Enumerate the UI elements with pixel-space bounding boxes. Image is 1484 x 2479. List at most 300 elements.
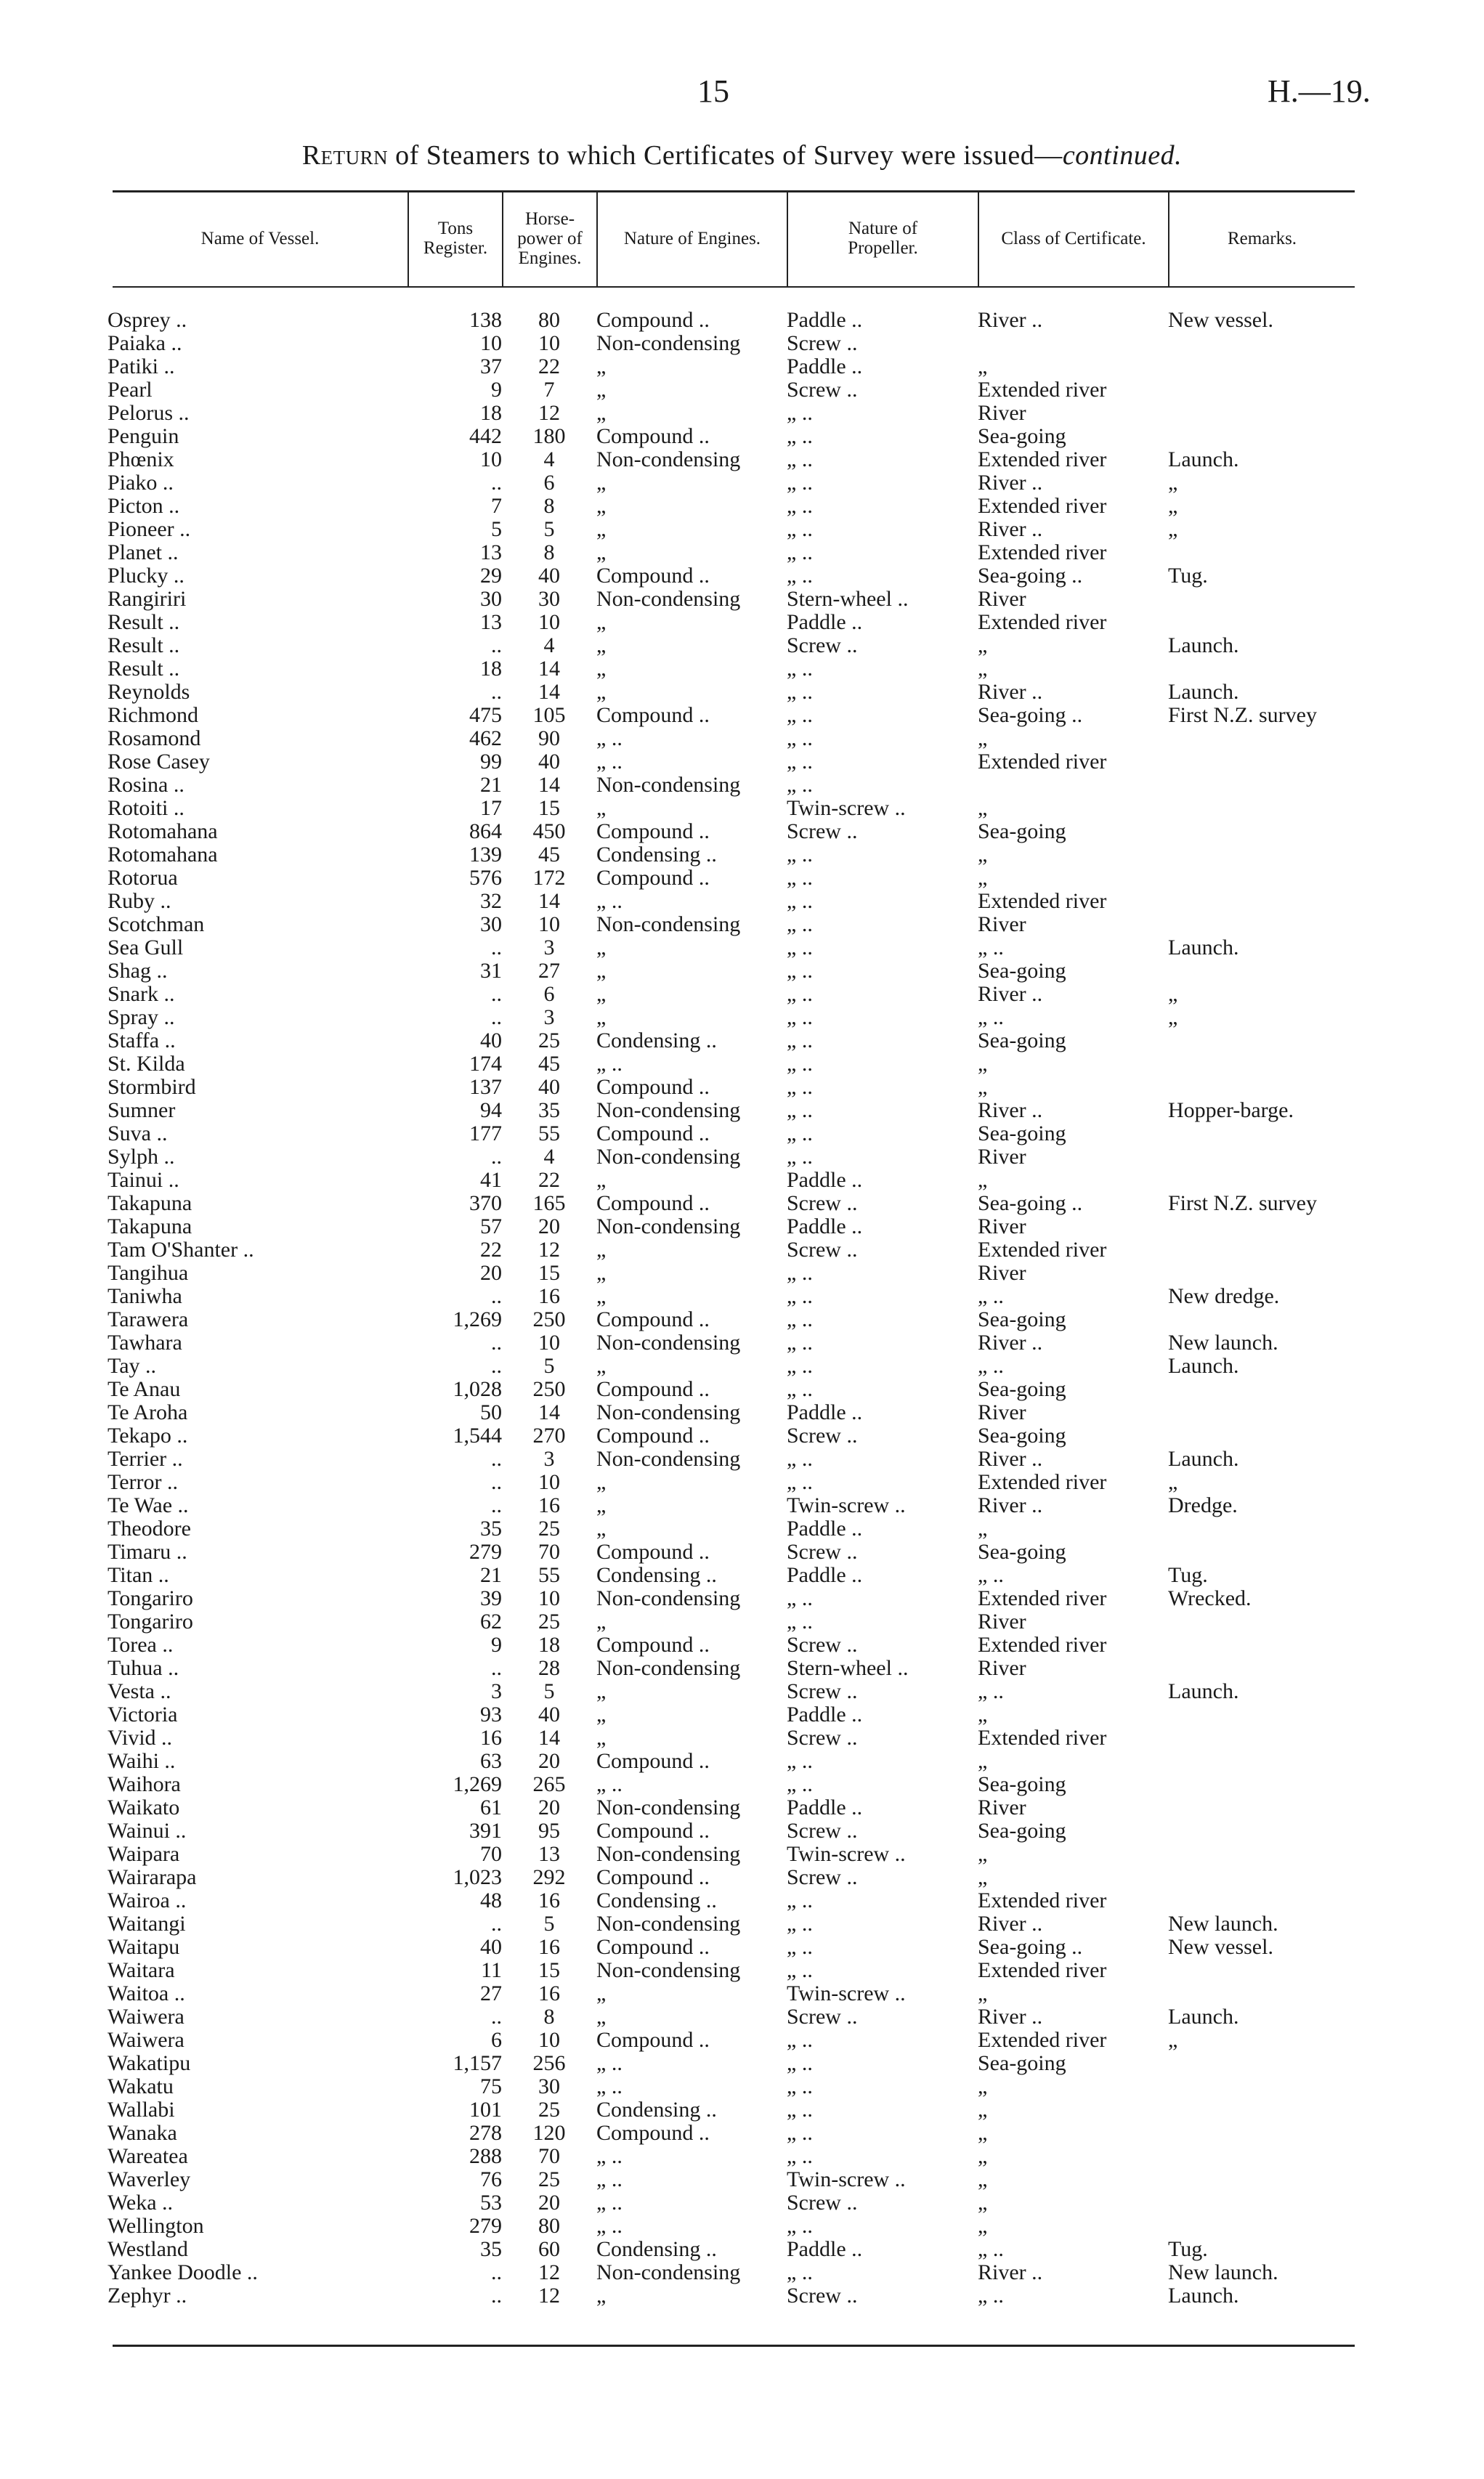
nature-of-engines-cell: Compound .. xyxy=(596,1866,710,1889)
remarks-cell: New vessel. xyxy=(1168,1936,1273,1959)
nature-of-engines-cell: Condensing .. xyxy=(596,843,717,867)
tons-register-cell: 94 xyxy=(480,1099,502,1122)
nature-of-propeller-cell: „ .. xyxy=(787,1378,813,1401)
class-of-certificate-cell: Sea-going xyxy=(978,1029,1066,1052)
nature-of-engines-cell: Non-condensing xyxy=(596,1448,741,1471)
vessel-name-cell: Paiaka .. xyxy=(108,332,182,355)
vessel-name-cell: Timaru .. xyxy=(108,1541,187,1564)
nature-of-propeller-cell: „ .. xyxy=(787,1959,813,1982)
vessel-name-cell: Scotchman xyxy=(108,913,205,936)
class-of-certificate-cell: River .. xyxy=(978,2261,1043,2284)
horse-power-cell: 20 xyxy=(538,2191,560,2215)
class-of-certificate-cell: Sea-going xyxy=(978,425,1066,448)
nature-of-propeller-cell: „ .. xyxy=(787,983,813,1006)
class-of-certificate-cell: „ xyxy=(978,1052,988,1076)
remarks-cell xyxy=(1168,2191,1386,2215)
nature-of-engines-cell: Compound .. xyxy=(596,1192,710,1215)
table-row xyxy=(108,820,1386,843)
nature-of-engines-cell: „ xyxy=(596,1355,607,1378)
vessel-name-cell: Rotomahana xyxy=(108,820,218,843)
horse-power-cell: 90 xyxy=(538,727,560,750)
horse-power-cell: 10 xyxy=(538,611,560,634)
table-row xyxy=(108,1680,1386,1703)
class-of-certificate-cell: Extended river xyxy=(978,2029,1107,2052)
remarks-cell xyxy=(1168,1424,1386,1448)
tons-register-cell: 57 xyxy=(480,1215,502,1238)
nature-of-engines-cell: Non-condensing xyxy=(596,1959,741,1982)
remarks-cell xyxy=(1168,2168,1386,2191)
vessel-name-cell: Weka .. xyxy=(108,2191,174,2215)
nature-of-engines-cell: Non-condensing xyxy=(596,774,741,797)
remarks-cell: Launch. xyxy=(1168,681,1239,704)
table-row xyxy=(108,1657,1386,1680)
vessel-name-cell: Tam O'Shanter .. xyxy=(108,1238,254,1262)
vessel-name-cell: Wakatu xyxy=(108,2075,174,2098)
nature-of-propeller-cell: „ .. xyxy=(787,425,813,448)
table-row xyxy=(108,1215,1386,1238)
table-row xyxy=(108,2052,1386,2075)
tons-register-cell: 11 xyxy=(481,1959,502,1982)
vessel-name-cell: Sumner xyxy=(108,1099,176,1122)
nature-of-engines-cell: „ xyxy=(596,681,607,704)
nature-of-propeller-cell: Twin-screw .. xyxy=(787,797,906,820)
nature-of-engines-cell: Non-condensing xyxy=(596,2261,741,2284)
nature-of-propeller-cell: „ .. xyxy=(787,1773,813,1796)
tons-register-cell: .. xyxy=(491,634,502,657)
tons-register-cell: 31 xyxy=(480,959,502,983)
nature-of-propeller-cell: „ .. xyxy=(787,1052,813,1076)
table-row xyxy=(108,1982,1386,2005)
class-of-certificate-cell: Extended river xyxy=(978,378,1107,402)
horse-power-cell: 80 xyxy=(538,2215,560,2238)
remarks-cell xyxy=(1168,1262,1386,1285)
class-of-certificate-cell: River xyxy=(978,588,1026,611)
nature-of-propeller-cell: „ .. xyxy=(787,2215,813,2238)
vessel-name-cell: Waverley xyxy=(108,2168,191,2191)
remarks-cell: Launch. xyxy=(1168,936,1239,959)
horse-power-cell: 4 xyxy=(543,448,555,471)
table-row xyxy=(108,2005,1386,2029)
table-row xyxy=(108,1912,1386,1936)
nature-of-engines-cell: Non-condensing xyxy=(596,332,741,355)
nature-of-engines-cell: „ .. xyxy=(596,890,623,913)
nature-of-engines-cell: Compound .. xyxy=(596,1076,710,1099)
class-of-certificate-cell: „ xyxy=(978,1750,988,1773)
remarks-cell: „ xyxy=(1168,2029,1178,2052)
class-of-certificate-cell: „ xyxy=(978,727,988,750)
table-row xyxy=(108,355,1386,378)
tons-register-cell: 53 xyxy=(480,2191,502,2215)
horse-power-cell: 292 xyxy=(532,1866,566,1889)
nature-of-engines-cell: Condensing .. xyxy=(596,2238,717,2261)
nature-of-engines-cell: Compound .. xyxy=(596,1750,710,1773)
nature-of-engines-cell: Non-condensing xyxy=(596,1145,741,1169)
class-of-certificate-cell: Extended river xyxy=(978,890,1107,913)
class-of-certificate-cell: River .. xyxy=(978,681,1043,704)
tons-register-cell: 63 xyxy=(480,1750,502,1773)
vessel-name-cell: Rangiriri xyxy=(108,588,187,611)
nature-of-propeller-cell: „ .. xyxy=(787,541,813,564)
class-of-certificate-cell: „ xyxy=(978,2122,988,2145)
table-row xyxy=(108,588,1386,611)
table-row xyxy=(108,1424,1386,1448)
nature-of-propeller-cell: „ .. xyxy=(787,1262,813,1285)
nature-of-propeller-cell: „ .. xyxy=(787,1331,813,1355)
vessel-name-cell: Tawhara xyxy=(108,1331,182,1355)
tons-register-cell: .. xyxy=(491,2261,502,2284)
tons-register-cell: 93 xyxy=(480,1703,502,1727)
vessel-name-cell: Reynolds xyxy=(108,681,190,704)
vessel-name-cell: Suva .. xyxy=(108,1122,168,1145)
table-row xyxy=(108,448,1386,471)
table-row xyxy=(108,564,1386,588)
tons-register-cell: 864 xyxy=(469,820,502,843)
tons-register-cell: 10 xyxy=(480,448,502,471)
nature-of-propeller-cell: „ .. xyxy=(787,495,813,518)
tons-register-cell: 35 xyxy=(480,2238,502,2261)
horse-power-cell: 8 xyxy=(543,495,555,518)
tons-register-cell: 1,028 xyxy=(453,1378,502,1401)
class-of-certificate-cell: Sea-going .. xyxy=(978,1936,1083,1959)
remarks-cell xyxy=(1168,1773,1386,1796)
tons-register-cell: 30 xyxy=(480,588,502,611)
table-row xyxy=(108,1238,1386,1262)
tons-register-cell: 1,269 xyxy=(453,1308,502,1331)
nature-of-propeller-cell: Twin-screw .. xyxy=(787,2168,906,2191)
horse-power-cell: 14 xyxy=(538,890,560,913)
class-of-certificate-cell: Extended river xyxy=(978,1587,1107,1610)
class-of-certificate-cell: River xyxy=(978,1401,1026,1424)
horse-power-cell: 250 xyxy=(532,1308,566,1331)
tons-register-cell: .. xyxy=(491,1006,502,1029)
class-of-certificate-cell: River xyxy=(978,1145,1026,1169)
tons-register-cell: 279 xyxy=(469,2215,502,2238)
tons-register-cell: .. xyxy=(491,681,502,704)
header-remarks: Remarks. xyxy=(1227,228,1297,248)
table-row xyxy=(108,1099,1386,1122)
nature-of-engines-cell: „ xyxy=(596,1982,607,2005)
remarks-cell xyxy=(1168,1796,1386,1819)
tons-register-cell: 177 xyxy=(469,1122,502,1145)
nature-of-engines-cell: „ xyxy=(596,355,607,378)
nature-of-propeller-cell: Paddle .. xyxy=(787,1564,863,1587)
remarks-cell: New launch. xyxy=(1168,2261,1278,2284)
nature-of-propeller-cell: „ .. xyxy=(787,448,813,471)
tons-register-cell: 10 xyxy=(480,332,502,355)
nature-of-propeller-cell: „ .. xyxy=(787,1936,813,1959)
nature-of-propeller-cell: Screw .. xyxy=(787,2191,858,2215)
class-of-certificate-cell xyxy=(978,774,1168,797)
table-row xyxy=(108,1773,1386,1796)
class-of-certificate-cell: „ xyxy=(978,1982,988,2005)
vessel-name-cell: Tarawera xyxy=(108,1308,189,1331)
class-of-certificate-cell: „ xyxy=(978,2098,988,2122)
remarks-cell xyxy=(1168,402,1386,425)
nature-of-engines-cell: „ xyxy=(596,1238,607,1262)
vessel-name-cell: Westland xyxy=(108,2238,188,2261)
remarks-cell xyxy=(1168,2075,1386,2098)
nature-of-engines-cell: Non-condensing xyxy=(596,1099,741,1122)
horse-power-cell: 15 xyxy=(538,1959,560,1982)
vessel-name-cell: Result .. xyxy=(108,657,180,681)
nature-of-engines-cell: „ .. xyxy=(596,2168,623,2191)
remarks-cell xyxy=(1168,1029,1386,1052)
vessel-name-cell: Yankee Doodle .. xyxy=(108,2261,258,2284)
horse-power-cell: 16 xyxy=(538,1494,560,1517)
class-of-certificate-cell: „ xyxy=(978,657,988,681)
table-row xyxy=(108,495,1386,518)
tons-register-cell: 1,157 xyxy=(453,2052,502,2075)
class-of-certificate-cell: „ xyxy=(978,843,988,867)
tons-register-cell: 462 xyxy=(469,727,502,750)
table-row xyxy=(108,2145,1386,2168)
nature-of-engines-cell: „ xyxy=(596,1727,607,1750)
remarks-cell: „ xyxy=(1168,1471,1178,1494)
tons-register-cell: .. xyxy=(491,983,502,1006)
table-row xyxy=(108,1192,1386,1215)
remarks-cell xyxy=(1168,913,1386,936)
nature-of-propeller-cell: „ .. xyxy=(787,2145,813,2168)
nature-of-propeller-cell: „ .. xyxy=(787,681,813,704)
nature-of-engines-cell: „ xyxy=(596,797,607,820)
nature-of-propeller-cell: Screw .. xyxy=(787,820,858,843)
table-row xyxy=(108,611,1386,634)
vessel-name-cell: Rosina .. xyxy=(108,774,185,797)
tons-register-cell: 9 xyxy=(491,1634,502,1657)
horse-power-cell: 120 xyxy=(532,2122,566,2145)
table-row xyxy=(108,890,1386,913)
class-of-certificate-cell: „ xyxy=(978,1703,988,1727)
nature-of-engines-cell: Compound .. xyxy=(596,1541,710,1564)
class-of-certificate-cell: Sea-going xyxy=(978,1541,1066,1564)
header-rule xyxy=(113,286,1355,288)
class-of-certificate-cell: Extended river xyxy=(978,611,1107,634)
tons-register-cell: .. xyxy=(491,1657,502,1680)
nature-of-engines-cell: „ .. xyxy=(596,1773,623,1796)
nature-of-engines-cell: Compound .. xyxy=(596,1378,710,1401)
horse-power-cell: 80 xyxy=(538,309,560,332)
vessel-name-cell: Wallabi xyxy=(108,2098,175,2122)
table-row xyxy=(108,1750,1386,1773)
tons-register-cell: 576 xyxy=(469,867,502,890)
nature-of-propeller-cell: Paddle .. xyxy=(787,309,863,332)
nature-of-propeller-cell: „ .. xyxy=(787,402,813,425)
vessel-name-cell: Tangihua xyxy=(108,1262,189,1285)
horse-power-cell: 30 xyxy=(538,588,560,611)
table-row xyxy=(108,1587,1386,1610)
table-row xyxy=(108,378,1386,402)
table-row xyxy=(108,2284,1386,2308)
table-row xyxy=(108,2261,1386,2284)
tons-register-cell: 70 xyxy=(480,1843,502,1866)
remarks-cell xyxy=(1168,355,1386,378)
nature-of-propeller-cell: Screw .. xyxy=(787,1192,858,1215)
remarks-cell: Launch. xyxy=(1168,1680,1239,1703)
vessel-name-cell: Piako .. xyxy=(108,471,174,495)
vessel-name-cell: Takapuna xyxy=(108,1192,192,1215)
horse-power-cell: 5 xyxy=(543,1680,555,1703)
class-of-certificate-cell: „ xyxy=(978,355,988,378)
nature-of-engines-cell: „ .. xyxy=(596,2052,623,2075)
tons-register-cell: 62 xyxy=(480,1610,502,1634)
header-name-of-vessel: Name of Vessel. xyxy=(200,228,320,248)
remarks-cell: Launch. xyxy=(1168,634,1239,657)
nature-of-propeller-cell: „ .. xyxy=(787,1889,813,1912)
class-of-certificate-cell: Extended river xyxy=(978,1238,1107,1262)
vessel-name-cell: Terror .. xyxy=(108,1471,179,1494)
nature-of-propeller-cell: „ .. xyxy=(787,2261,813,2284)
tons-register-cell: .. xyxy=(491,936,502,959)
nature-of-propeller-cell: „ .. xyxy=(787,1610,813,1634)
nature-of-engines-cell: Non-condensing xyxy=(596,1796,741,1819)
nature-of-engines-cell: Compound .. xyxy=(596,1819,710,1843)
tons-register-cell: 16 xyxy=(480,1727,502,1750)
table-row xyxy=(108,1610,1386,1634)
horse-power-cell: 5 xyxy=(543,518,555,541)
class-of-certificate-cell: River xyxy=(978,1215,1026,1238)
remarks-cell xyxy=(1168,843,1386,867)
nature-of-propeller-cell: Screw .. xyxy=(787,1866,858,1889)
table-row xyxy=(108,657,1386,681)
class-of-certificate-cell: Sea-going xyxy=(978,1819,1066,1843)
nature-of-propeller-cell: Screw .. xyxy=(787,332,858,355)
table-row xyxy=(108,1843,1386,1866)
class-of-certificate-cell: „ .. xyxy=(978,1564,1004,1587)
vessel-name-cell: Te Wae .. xyxy=(108,1494,189,1517)
tons-register-cell: 48 xyxy=(480,1889,502,1912)
class-of-certificate-cell: River xyxy=(978,1610,1026,1634)
vessel-name-cell: Theodore xyxy=(108,1517,191,1541)
nature-of-engines-cell: „ xyxy=(596,2005,607,2029)
table-row xyxy=(108,843,1386,867)
nature-of-engines-cell: Compound .. xyxy=(596,1308,710,1331)
vessel-name-cell: Waitoa .. xyxy=(108,1982,185,2005)
horse-power-cell: 5 xyxy=(543,1912,555,1936)
table-row xyxy=(108,1145,1386,1169)
remarks-cell: First N.Z. survey xyxy=(1168,1192,1317,1215)
remarks-cell: „ xyxy=(1168,518,1178,541)
nature-of-propeller-cell: Paddle .. xyxy=(787,611,863,634)
nature-of-engines-cell: „ .. xyxy=(596,2145,623,2168)
horse-power-cell: 5 xyxy=(543,1355,555,1378)
tons-register-cell: 30 xyxy=(480,913,502,936)
tons-register-cell: 20 xyxy=(480,1262,502,1285)
remarks-cell xyxy=(1168,332,1386,355)
nature-of-propeller-cell: Paddle .. xyxy=(787,355,863,378)
class-of-certificate-cell: River xyxy=(978,1657,1026,1680)
remarks-cell: „ xyxy=(1168,495,1178,518)
horse-power-cell: 70 xyxy=(538,1541,560,1564)
nature-of-engines-cell: „ xyxy=(596,1006,607,1029)
horse-power-cell: 45 xyxy=(538,843,560,867)
nature-of-propeller-cell: „ .. xyxy=(787,1471,813,1494)
nature-of-engines-cell: Compound .. xyxy=(596,1936,710,1959)
remarks-cell xyxy=(1168,1750,1386,1773)
horse-power-cell: 25 xyxy=(538,2168,560,2191)
nature-of-engines-cell: Compound .. xyxy=(596,309,710,332)
nature-of-engines-cell: Compound .. xyxy=(596,1634,710,1657)
nature-of-engines-cell: Compound .. xyxy=(596,867,710,890)
nature-of-engines-cell: Non-condensing xyxy=(596,1401,741,1424)
horse-power-cell: 6 xyxy=(543,471,555,495)
horse-power-cell: 256 xyxy=(532,2052,566,2075)
table-row xyxy=(108,1889,1386,1912)
table-row xyxy=(108,681,1386,704)
remarks-cell xyxy=(1168,541,1386,564)
nature-of-engines-cell: „ .. xyxy=(596,2215,623,2238)
horse-power-cell: 20 xyxy=(538,1750,560,1773)
remarks-cell: Dredge. xyxy=(1168,1494,1238,1517)
vessel-name-cell: Wakatipu xyxy=(108,2052,191,2075)
remarks-cell: New dredge. xyxy=(1168,1285,1280,1308)
table-row xyxy=(108,1727,1386,1750)
remarks-cell xyxy=(1168,867,1386,890)
tons-register-cell: 50 xyxy=(480,1401,502,1424)
horse-power-cell: 105 xyxy=(532,704,566,727)
nature-of-engines-cell: „ xyxy=(596,611,607,634)
vessel-name-cell: Phœnix xyxy=(108,448,174,471)
horse-power-cell: 95 xyxy=(538,1819,560,1843)
nature-of-propeller-cell: „ .. xyxy=(787,2098,813,2122)
remarks-cell: New vessel. xyxy=(1168,309,1273,332)
vessel-name-cell: Tongariro xyxy=(108,1610,193,1634)
nature-of-engines-cell: „ xyxy=(596,1262,607,1285)
nature-of-engines-cell: Compound .. xyxy=(596,1424,710,1448)
tons-register-cell: 475 xyxy=(469,704,502,727)
table-row xyxy=(108,913,1386,936)
class-of-certificate-cell: „ .. xyxy=(978,1006,1004,1029)
table-row xyxy=(108,1494,1386,1517)
tons-register-cell: 18 xyxy=(480,657,502,681)
tons-register-cell: 442 xyxy=(469,425,502,448)
vessel-name-cell: Rotorua xyxy=(108,867,178,890)
nature-of-propeller-cell: Paddle .. xyxy=(787,2238,863,2261)
tons-register-cell: 174 xyxy=(469,1052,502,1076)
vessel-name-cell: Rotoiti .. xyxy=(108,797,185,820)
nature-of-propeller-cell: „ .. xyxy=(787,1355,813,1378)
remarks-cell xyxy=(1168,1634,1386,1657)
class-of-certificate-cell: Extended river xyxy=(978,750,1107,774)
table-row xyxy=(108,2191,1386,2215)
class-of-certificate-cell: „ .. xyxy=(978,2284,1004,2308)
vessel-name-cell: Waitangi xyxy=(108,1912,186,1936)
table-row xyxy=(108,332,1386,355)
nature-of-engines-cell: Non-condensing xyxy=(596,1657,741,1680)
nature-of-engines-cell: „ xyxy=(596,1517,607,1541)
table-row xyxy=(108,2122,1386,2145)
tons-register-cell: 6 xyxy=(491,2029,502,2052)
nature-of-propeller-cell: „ .. xyxy=(787,1587,813,1610)
remarks-cell: First N.Z. survey xyxy=(1168,704,1317,727)
remarks-cell: Tug. xyxy=(1168,564,1208,588)
horse-power-cell: 35 xyxy=(538,1099,560,1122)
nature-of-propeller-cell: Paddle .. xyxy=(787,1169,863,1192)
horse-power-cell: 12 xyxy=(538,402,560,425)
nature-of-engines-cell: „ xyxy=(596,402,607,425)
remarks-cell: Hopper-barge. xyxy=(1168,1099,1294,1122)
table-row xyxy=(108,425,1386,448)
tons-register-cell: 391 xyxy=(469,1819,502,1843)
table-row xyxy=(108,1564,1386,1587)
vessel-name-cell: Ruby .. xyxy=(108,890,171,913)
table-row xyxy=(108,1308,1386,1331)
horse-power-cell: 13 xyxy=(538,1843,560,1866)
table-row xyxy=(108,1006,1386,1029)
nature-of-engines-cell: Non-condensing xyxy=(596,1215,741,1238)
remarks-cell xyxy=(1168,1517,1386,1541)
tons-register-cell: .. xyxy=(491,471,502,495)
nature-of-propeller-cell: Stern-wheel .. xyxy=(787,588,909,611)
